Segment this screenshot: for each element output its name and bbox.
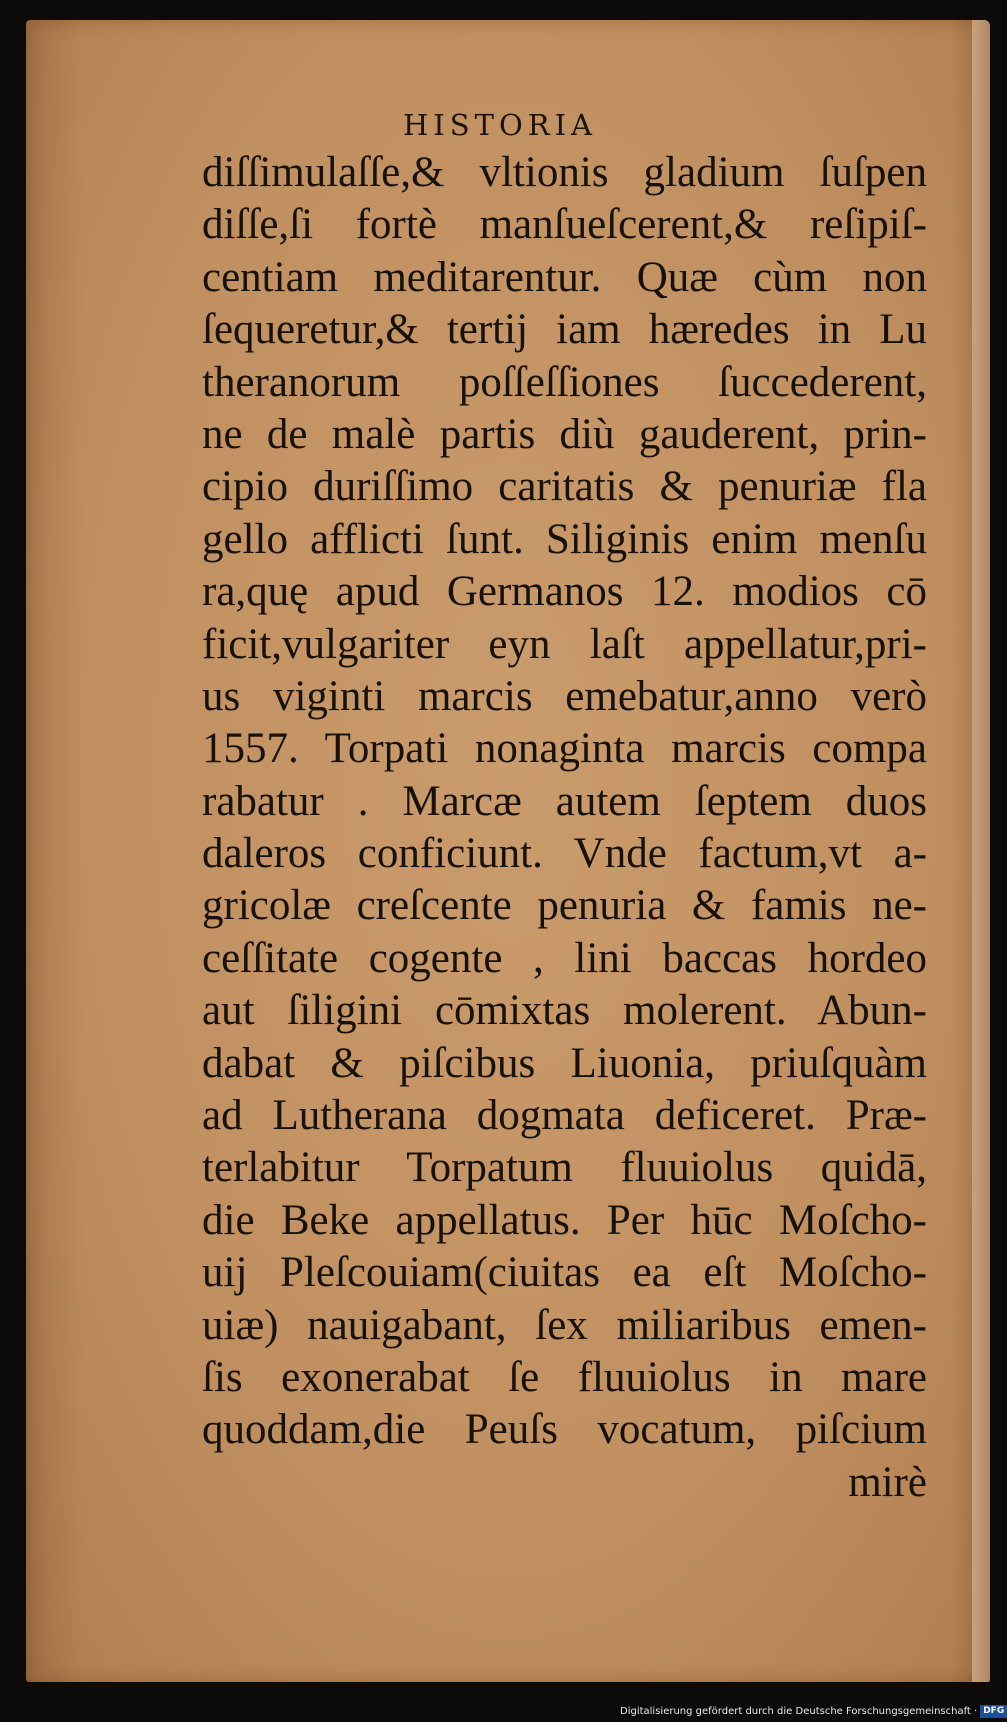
text-line: us viginti marcis emebatur,anno verò (202, 672, 927, 720)
text-line: terlabitur Torpatum fluuiolus quidā, (202, 1144, 927, 1192)
text-line: ceſſitate cogente , lini baccas hordeo (202, 934, 927, 982)
text-line: quoddam,die Peuſs vocatum, piſcium (202, 1406, 927, 1454)
text-line: gricolæ creſcente penuria & famis ne- (202, 882, 927, 930)
text-line: daleros conficiunt. Vnde factum,vt a- (202, 830, 927, 878)
digitization-footer (620, 1704, 1005, 1720)
text-line: gello afflicti ſunt. Siliginis enim menſu (202, 515, 927, 563)
text-line: ad Lutherana dogmata deficeret. Præ- (202, 1092, 927, 1140)
body-text (202, 147, 927, 1509)
running-head: HISTORIA (403, 108, 597, 142)
footer-text: Digitalisierung gefördert durch die Deutsche Forschungsgemeinschaft · (620, 1706, 978, 1717)
text-line: die Beke appellatus. Per hūc Moſcho- (202, 1196, 927, 1244)
text-line: cipio duriſſimo caritatis & penuriæ fla (202, 463, 927, 511)
page-edge (972, 20, 990, 1682)
text-line: uiæ) nauigabant, ſex miliaribus emen- (202, 1301, 927, 1349)
text-line: diſſe,ſi fortè manſueſcerent,& reſipiſ- (202, 201, 927, 249)
text-line: ſis exonerabat ſe fluuiolus in mare (202, 1353, 927, 1401)
text-line: dabat & piſcibus Liuonia, priuſquàm (202, 1039, 927, 1087)
catchword: mirè (848, 1458, 927, 1506)
text-line: ne de malè partis diù gauderent, prin- (202, 410, 927, 458)
text-line: ra,quę apud Germanos 12. modios cō (202, 568, 927, 616)
text-line: aut ſiligini cōmixtas molerent. Abun- (202, 987, 927, 1035)
text-line: ſequeretur,& tertij iam hæredes in Lu (202, 306, 927, 354)
text-line: 1557. Torpati nonaginta marcis compa (202, 725, 927, 773)
text-line: centiam meditarentur. Quæ cùm non (202, 253, 927, 301)
text-line: theranorum poſſeſſiones ſuccederent, (202, 358, 927, 406)
text-line: ficit,vulgariter eyn laſt appellatur,pri- (202, 620, 927, 668)
dfg-logo: DFG (980, 1705, 1007, 1718)
text-line: rabatur . Marcæ autem ſeptem duos (202, 777, 927, 825)
text-line: diſſimulaſſe,& vltionis gladium ſuſpen (202, 149, 927, 196)
text-line: uij Pleſcouiam(ciuitas ea eſt Moſcho- (202, 1249, 927, 1297)
